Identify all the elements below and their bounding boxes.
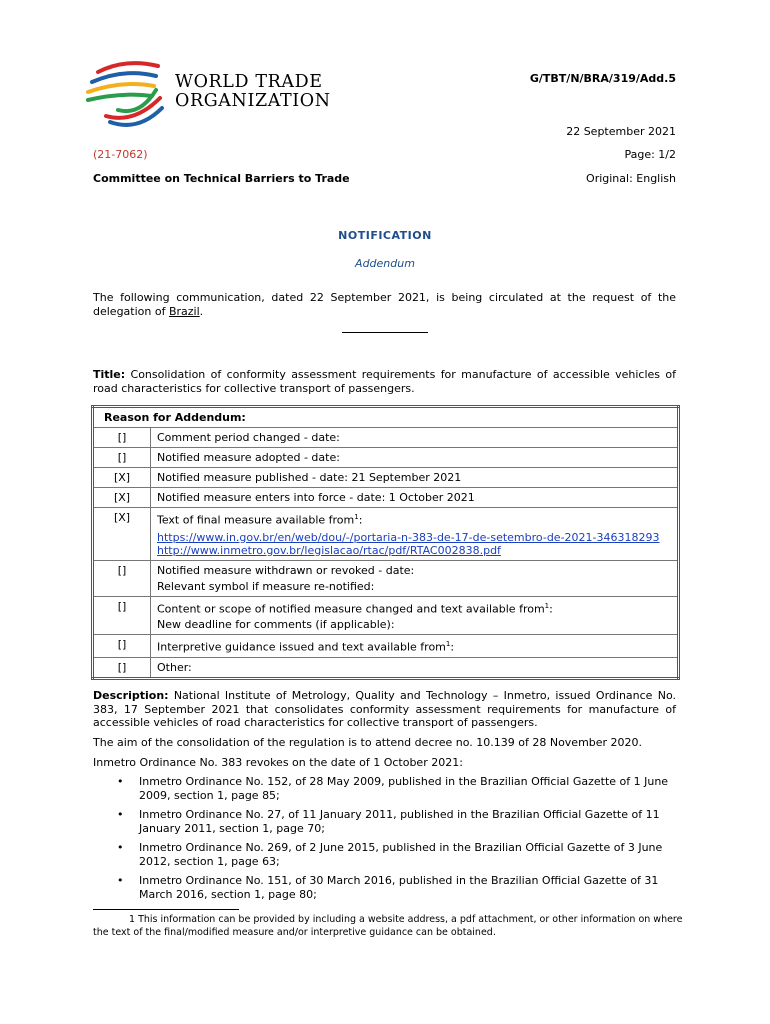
footnote-ref[interactable]: 1 — [544, 601, 550, 610]
organization-name — [175, 73, 331, 111]
table-row — [93, 468, 679, 488]
checkbox-mark: [] — [93, 448, 151, 468]
table-row — [93, 657, 679, 678]
reasons-table — [91, 405, 680, 680]
footnote-text: This information can be provided by including a website address, a pdf attachment, or other information on where the text of the final/modified measure and/or interpretive guidance can be obtained. — [93, 914, 683, 938]
intro-paragraph — [93, 291, 676, 318]
revokes-paragraph: Inmetro Ordinance No. 383 revokes on the date of 1 October 2021: — [93, 756, 463, 769]
table-row — [93, 428, 679, 448]
reason-text-line2: New deadline for comments (if applicable): — [157, 618, 395, 632]
separator-line — [342, 332, 428, 333]
reason-text: Other: — [151, 657, 679, 678]
description-text: National Institute of Metrology, Quality and Technology – Inmetro, issued Ordinance No. 383, 17 September 2021 that consolidates conformity assessment requirements for manufacture of accessible vehicles of road characteristics for collective transport of passengers. — [93, 689, 676, 729]
page-number: Page: 1/2 — [624, 148, 676, 161]
member-name: Brazil — [168, 304, 200, 318]
bullet-icon: • — [117, 775, 124, 788]
checkbox-mark: [X] — [93, 488, 151, 508]
table-row — [93, 508, 679, 561]
checkbox-mark: [X] — [93, 468, 151, 488]
table-row — [93, 596, 679, 635]
wto-logo-icon — [82, 58, 166, 130]
aim-paragraph: The aim of the consolidation of the regulation is to attend decree no. 10.139 of 28 November 2020. — [93, 736, 643, 749]
footnote-ref[interactable]: 1 — [445, 640, 451, 649]
list-item: Inmetro Ordinance No. 151, of 30 March 2016, published in the Brazilian Official Gazette of 31 March 2016, section 1, page 80; — [139, 874, 659, 901]
reason-text-cell — [151, 596, 679, 635]
reason-text: Interpretive guidance issued and text available from — [157, 640, 446, 654]
table-row — [93, 448, 679, 468]
notification-heading: NOTIFICATION — [338, 229, 432, 242]
reason-text-cell — [151, 635, 679, 658]
list-item: Inmetro Ordinance No. 152, of 28 May 2009, published in the Brazilian Official Gazette of 1 June 2009, section 1, page 85; — [139, 775, 669, 802]
footnote-separator — [93, 909, 239, 910]
checkbox-mark: [] — [93, 635, 151, 658]
title-label: Title: — [93, 368, 126, 381]
reason-text: Comment period changed - date: — [151, 428, 679, 448]
table-row — [93, 635, 679, 658]
bullet-icon: • — [117, 841, 124, 854]
addendum-subheading: Addendum — [355, 257, 415, 270]
inmetro-link[interactable]: http://www.inmetro.gov.br/legislacao/rtac/pdf/RTAC002838.pdf — [157, 543, 501, 557]
reason-text-cell — [151, 508, 679, 561]
checkbox-mark: [] — [93, 428, 151, 448]
reason-text: Notified measure withdrawn or revoked - date: — [157, 563, 415, 577]
committee-name: Committee on Technical Barriers to Trade — [93, 172, 350, 185]
document-date: 22 September 2021 — [566, 125, 676, 138]
intro-end: . — [199, 304, 204, 318]
document-symbol: G/TBT/N/BRA/319/Add.5 — [529, 72, 676, 85]
table-row — [93, 560, 679, 596]
organization-name-line1: WORLD TRADE — [175, 72, 323, 92]
bullet-icon: • — [117, 808, 124, 821]
title-text: Consolidation of conformity assessment requirements for manufacture of accessible vehicles of road characteristics for collective transport of passengers. — [93, 368, 676, 395]
reason-suffix: : — [450, 640, 455, 654]
reasons-heading: Reason for Addendum: — [93, 407, 679, 428]
reason-suffix: : — [549, 602, 553, 616]
footnote — [93, 913, 683, 939]
organization-name-line2: ORGANIZATION — [175, 91, 331, 111]
reason-text: Text of final measure available from — [157, 513, 355, 527]
reason-text-cell — [151, 560, 679, 596]
footnote-number: 1 — [129, 914, 136, 925]
bullet-icon: • — [117, 874, 124, 887]
table-row — [93, 488, 679, 508]
title-paragraph — [93, 368, 676, 395]
reason-text: Notified measure enters into force - date: 1 October 2021 — [151, 488, 679, 508]
dou-link[interactable]: https://www.in.gov.br/en/web/dou/-/portaria-n-383-de-17-de-setembro-de-2021-346318293 — [157, 530, 660, 544]
checkbox-mark: [X] — [93, 508, 151, 561]
reason-text: Content or scope of notified measure changed and text available from — [157, 602, 545, 616]
checkbox-mark: [] — [93, 560, 151, 596]
reason-text: Notified measure adopted - date: — [151, 448, 679, 468]
original-language: Original: English — [586, 172, 676, 185]
reason-text-line2: Relevant symbol if measure re-notified: — [157, 579, 375, 593]
list-item: Inmetro Ordinance No. 269, of 2 June 2015, published in the Brazilian Official Gazette of 3 June 2012, section 1, page 63; — [139, 841, 663, 868]
checkbox-mark: [] — [93, 657, 151, 678]
description-paragraph — [93, 689, 676, 730]
list-item: Inmetro Ordinance No. 27, of 11 January 2011, published in the Brazilian Official Gazette of 11 January 2011, section 1, page 70; — [139, 808, 660, 835]
reason-suffix: : — [358, 513, 363, 527]
checkbox-mark: [] — [93, 596, 151, 635]
footnote-ref[interactable]: 1 — [354, 513, 359, 521]
document-reference: (21-7062) — [93, 148, 148, 161]
description-label: Description: — [93, 689, 169, 702]
intro-text: The following communication, dated 22 September 2021, is being circulated at the request of the delegation of — [93, 291, 676, 318]
reason-text: Notified measure published - date: 21 September 2021 — [151, 468, 679, 488]
